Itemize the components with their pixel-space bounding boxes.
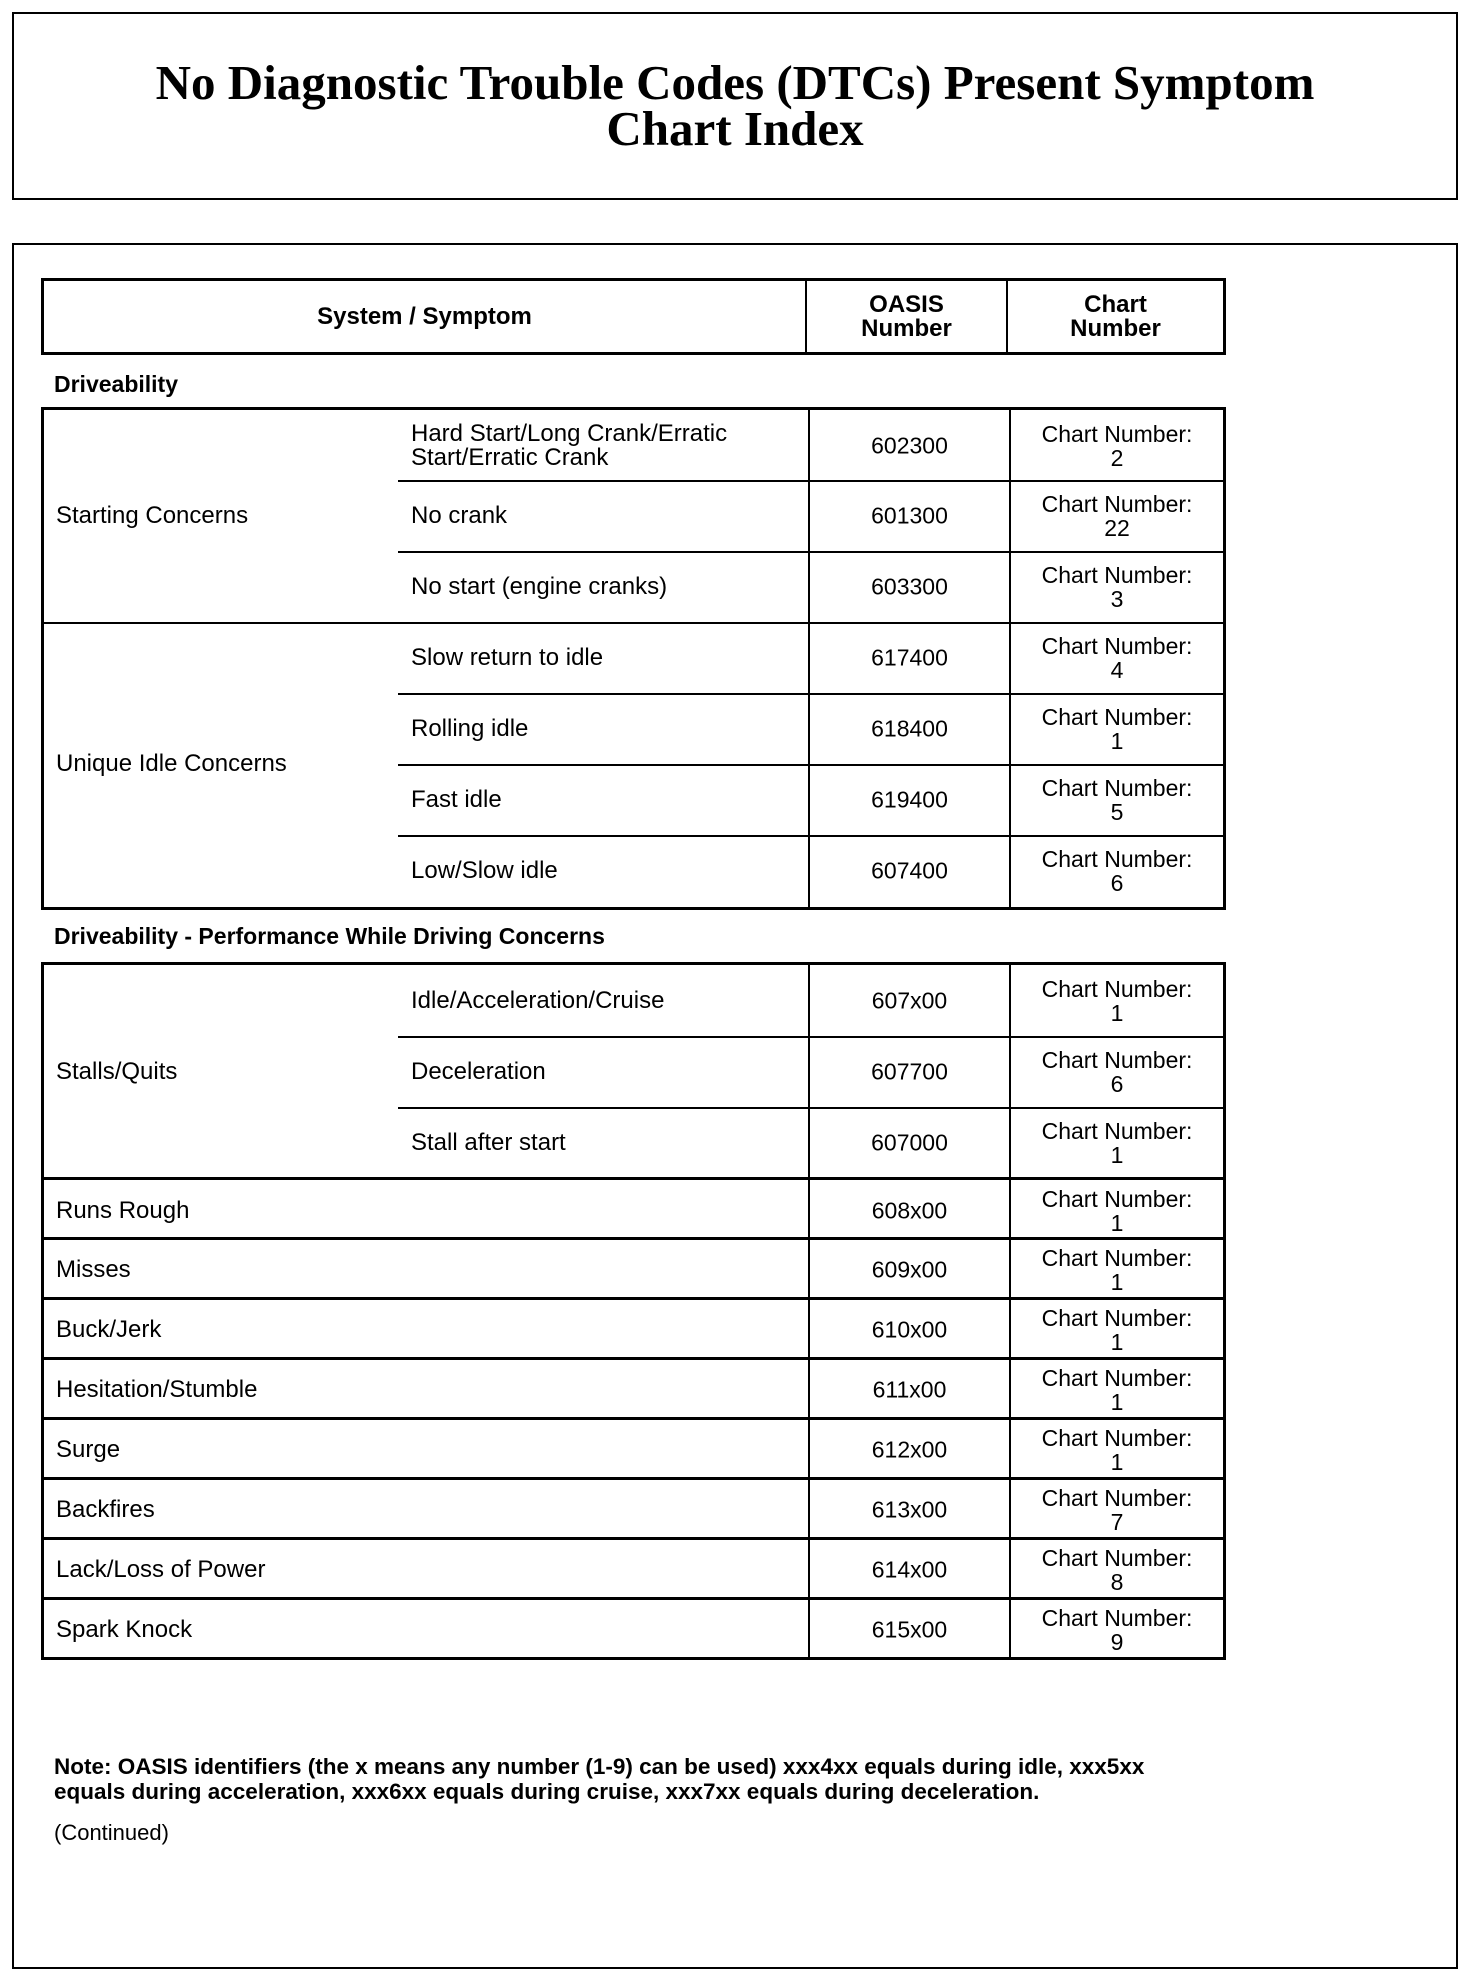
chart-number-label: Chart Number:: [1041, 704, 1193, 730]
page-title-line-2: Chart Index: [606, 101, 864, 156]
symptom-cell: Idle/Acceleration/Cruise: [411, 987, 665, 1014]
oasis-note: [54, 1754, 1434, 1804]
symptom-cell: No start (engine cranks): [411, 573, 668, 600]
chart-number-cell: [1011, 847, 1223, 895]
header-oasis-line-2: Number: [861, 314, 952, 342]
oasis-number: 607700: [871, 1058, 948, 1085]
row-divider: [398, 835, 1223, 837]
symptom-cell: Buck/Jerk: [56, 1316, 162, 1343]
oasis-number: 608x00: [871, 1197, 948, 1224]
table-row: [41, 1357, 1226, 1420]
table-header: [41, 278, 1226, 355]
chart-number: 1: [1110, 1210, 1124, 1236]
chart-number: 9: [1110, 1629, 1124, 1655]
table-row: [41, 1537, 1226, 1600]
chart-number-cell: [1011, 1546, 1223, 1594]
symptom-line-1: Hard Start/Long Crank/Erratic: [411, 420, 728, 447]
chart-number: 2: [1110, 445, 1124, 471]
chart-number-cell: [1011, 492, 1223, 540]
chart-number-label: Chart Number:: [1041, 633, 1193, 659]
chart-number-cell: [1011, 1486, 1223, 1534]
symptom-cell: Rolling idle: [411, 715, 529, 742]
chart-number-cell: [1011, 1048, 1223, 1096]
chart-number-label: Chart Number:: [1041, 1485, 1193, 1511]
chart-number-label: Chart Number:: [1041, 1118, 1193, 1144]
oasis-number: 607400: [871, 857, 948, 884]
oasis-number: 615x00: [871, 1616, 948, 1643]
chart-number: 1: [1110, 1269, 1124, 1295]
chart-number-label: Chart Number:: [1041, 1605, 1193, 1631]
chart-number: 1: [1110, 1449, 1124, 1475]
symptom-cell: Fast idle: [411, 786, 502, 813]
chart-number-cell: [1011, 1366, 1223, 1414]
row-divider: [398, 693, 1223, 695]
symptom-line-2: Start/Erratic Crank: [411, 444, 609, 471]
chart-number: 1: [1110, 728, 1124, 754]
oasis-number: 618400: [871, 715, 948, 742]
symptom-cell: Slow return to idle: [411, 644, 604, 671]
chart-number-label: Chart Number:: [1041, 421, 1193, 447]
symptom-cell: Spark Knock: [56, 1616, 193, 1643]
table-row: [41, 1417, 1226, 1480]
chart-number: 1: [1110, 1389, 1124, 1415]
chart-number: 3: [1110, 586, 1124, 612]
group-label-idle: Unique Idle Concerns: [56, 750, 287, 777]
chart-number: 4: [1110, 657, 1124, 683]
chart-number: 7: [1110, 1509, 1124, 1535]
chart-number-cell: [1011, 634, 1223, 682]
group-divider: [44, 622, 1223, 624]
oasis-number: 612x00: [871, 1436, 948, 1463]
chart-number: 6: [1110, 870, 1124, 896]
symptom-cell: Low/Slow idle: [411, 857, 558, 884]
header-system-symptom: System / Symptom: [44, 281, 807, 352]
chart-number: 8: [1110, 1569, 1124, 1595]
table-row: [41, 1297, 1226, 1360]
symptom-cell: Lack/Loss of Power: [56, 1556, 266, 1583]
chart-number-label: Chart Number:: [1041, 1365, 1193, 1391]
chart-number-label: Chart Number:: [1041, 1047, 1193, 1073]
header-chart-number: [1008, 281, 1223, 352]
chart-number: 1: [1110, 1000, 1124, 1026]
symptom-cell: Backfires: [56, 1496, 155, 1523]
chart-number-label: Chart Number:: [1041, 846, 1193, 872]
chart-number-label: Chart Number:: [1041, 1425, 1193, 1451]
oasis-number: 601300: [871, 502, 948, 529]
note-line-1: Note: OASIS identifiers (the x means any number (1-9) can be used) xxx4xx equals during idle, xxx5xx: [54, 1754, 1145, 1779]
chart-number-label: Chart Number:: [1041, 775, 1193, 801]
table-row: [41, 1177, 1226, 1240]
symptom-chart-index: [12, 243, 1458, 1969]
title-box: [12, 12, 1458, 200]
row-divider: [398, 551, 1223, 553]
oasis-number: 607x00: [871, 987, 948, 1014]
oasis-number: 619400: [871, 786, 948, 813]
oasis-number: 614x00: [871, 1556, 948, 1583]
chart-number-label: Chart Number:: [1041, 491, 1193, 517]
driveability-table: [41, 407, 1226, 910]
oasis-number: 610x00: [871, 1316, 948, 1343]
chart-number: 6: [1110, 1071, 1124, 1097]
continued-label: (Continued): [54, 1820, 169, 1845]
header-oasis-line-1: OASIS: [869, 290, 944, 318]
chart-number-label: Chart Number:: [1041, 1245, 1193, 1271]
oasis-number: 609x00: [871, 1256, 948, 1283]
table-row: [41, 1597, 1226, 1660]
header-oasis-number: [807, 281, 1008, 352]
header-chart-line-2: Number: [1070, 314, 1161, 342]
oasis-number: 603300: [871, 573, 948, 600]
chart-number-cell: [1011, 1246, 1223, 1294]
section-title-performance: Driveability - Performance While Driving Concerns: [54, 923, 605, 949]
chart-number-cell: [1011, 422, 1223, 470]
symptom-cell: Stall after start: [411, 1129, 566, 1156]
symptom-cell: Deceleration: [411, 1058, 546, 1085]
row-divider: [398, 1107, 1223, 1109]
chart-number: 22: [1104, 515, 1130, 541]
chart-number-cell: [1011, 705, 1223, 753]
symptom-cell: No crank: [411, 502, 508, 529]
chart-number-cell: [1011, 1306, 1223, 1354]
chart-number-label: Chart Number:: [1041, 1186, 1193, 1212]
chart-number-cell: [1011, 1119, 1223, 1167]
symptom-cell: Hesitation/Stumble: [56, 1376, 258, 1403]
chart-number-label: Chart Number:: [1041, 1305, 1193, 1331]
section-title-driveability: Driveability: [54, 371, 178, 397]
row-divider: [398, 1036, 1223, 1038]
note-line-2: equals during acceleration, xxx6xx equals during cruise, xxx7xx equals during deceleration.: [54, 1779, 1040, 1804]
chart-number-cell: [1011, 563, 1223, 611]
row-divider: [398, 764, 1223, 766]
chart-number-label: Chart Number:: [1041, 976, 1193, 1002]
page-title-line-1: No Diagnostic Trouble Codes (DTCs) Present Symptom: [155, 55, 1315, 110]
symptom-cell: Surge: [56, 1436, 121, 1463]
chart-number: 1: [1110, 1142, 1124, 1168]
symptom-cell: Misses: [56, 1256, 131, 1283]
chart-number-label: Chart Number:: [1041, 1545, 1193, 1571]
table-row: [41, 1237, 1226, 1300]
chart-number-cell: [1011, 1606, 1223, 1654]
group-label-stalls: Stalls/Quits: [56, 1058, 178, 1085]
symptom-cell: Runs Rough: [56, 1197, 190, 1224]
row-divider: [398, 480, 1223, 482]
oasis-number: 602300: [871, 432, 948, 459]
oasis-number: 617400: [871, 644, 948, 671]
chart-number-cell: [1011, 1187, 1223, 1235]
header-chart-line-1: Chart: [1084, 290, 1147, 318]
oasis-number: 611x00: [872, 1376, 947, 1403]
chart-number-label: Chart Number:: [1041, 562, 1193, 588]
chart-number-cell: [1011, 1426, 1223, 1474]
stalls-table: [41, 962, 1226, 1180]
group-label-starting: Starting Concerns: [56, 502, 249, 529]
chart-number-cell: [1011, 977, 1223, 1025]
oasis-number: 613x00: [871, 1496, 948, 1523]
chart-number-cell: [1011, 776, 1223, 824]
oasis-number: 607000: [871, 1129, 948, 1156]
table-row: [41, 1477, 1226, 1540]
chart-number: 5: [1110, 799, 1124, 825]
symptom-cell: [411, 422, 727, 470]
chart-number: 1: [1110, 1329, 1124, 1355]
